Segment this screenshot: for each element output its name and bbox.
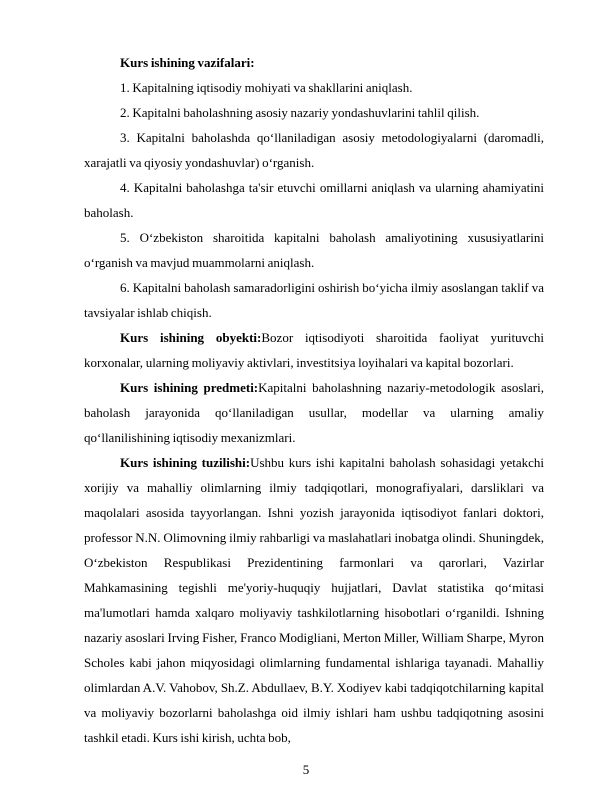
task-item-5: 5. Oʻzbekiston sharoitida kapitalni baholash amaliyotining xususiyatlarini oʻrganish va mavjud muammolarni aniqlash. [84,230,544,270]
task-item-1: 1. Kapitalning iqtisodiy mohiyati va shakllarini aniqlash. [120,80,413,95]
tasks-heading [84,50,544,75]
object-text: Bozor iqtisodiyoti sharoitida faoliyat yurituvchi korxonalar, ularning moliyaviy aktivlari, investitsiya loyihalari va kapital bozorlari. [84,330,544,370]
subject-paragraph [84,375,544,450]
task-item-6: 6. Kapitalni baholash samaradorligini oshirish boʻyicha ilmiy asoslangan taklif va tavsiyalar ishlab chiqish. [84,280,544,320]
tasks-heading-label: Kurs ishining vazifalari: [120,55,255,70]
task-item-2: 2. Kapitalni baholashning asosiy nazariy yondashuvlarini tahlil qilish. [120,105,480,120]
subject-label: Kurs ishining predmeti: [120,380,259,395]
task-item-3: 3. Kapitalni baholashda qoʻllaniladigan asosiy metodologiyalarni (daromadli, xarajatli va qiyosiy yondashuvlar) oʻrganish. [84,130,544,170]
page-number: 5 [302,762,310,777]
structure-label: Kurs ishining tuzilishi: [120,455,251,470]
document-page [84,50,544,750]
structure-paragraph [84,450,544,750]
task-item-4: 4. Kapitalni baholashga ta'sir etuvchi omillarni aniqlash va ularning ahamiyatini baholash. [84,180,544,220]
structure-text: Ushbu kurs ishi kapitalni baholash sohasidagi yetakchi xorijiy va mahalliy olimlarning ilmiy tadqiqotlari, monografiyalari, darsliklari va maqolalari asosida tayyorlangan. Ishni yozish jarayonida iqtisodiyot fanlari doktori, professor N.N. Olimovning ilmiy rahbarligi va maslahatlari inobatga olindi. Shuningdek, Oʻzbekiston Respublikasi Prezidentining farmonlari va qarorlari, Vazirlar Mahkamasining tegishli me'yoriy-huquqiy hujjatlari, Davlat statistika qoʻmitasi ma'lumotlari hamda xalqaro moliyaviy tashkilotlarning hisobotlari oʻrganildi. Ishning nazariy asoslari Irving Fisher, Franco Modigliani, Merton Miller, William Sharpe, Myron Scholes kabi jahon miqyosidagi olimlarning fundamental ishlariga tayanadi. Mahalliy olimlardan A.V. Vahobov, Sh.Z. Abdullaev, B.Y. Xodiyev kabi tadqiqotchilarning kapital va moliyaviy bozorlarni baholashga oid ilmiy ishlari ham ushbu tadqiqotning asosini tashkil etadi. Kurs ishi kirish, uchta bob, [84,455,544,745]
object-label: Kurs ishining obyekti: [120,330,262,345]
object-paragraph [84,325,544,375]
subject-text: Kapitalni baholashning nazariy-metodologik asoslari, baholash jarayonida qoʻllaniladigan usullar, modellar va ularning amaliy qoʻllanilishining iqtisodiy mexanizmlari. [84,380,544,445]
